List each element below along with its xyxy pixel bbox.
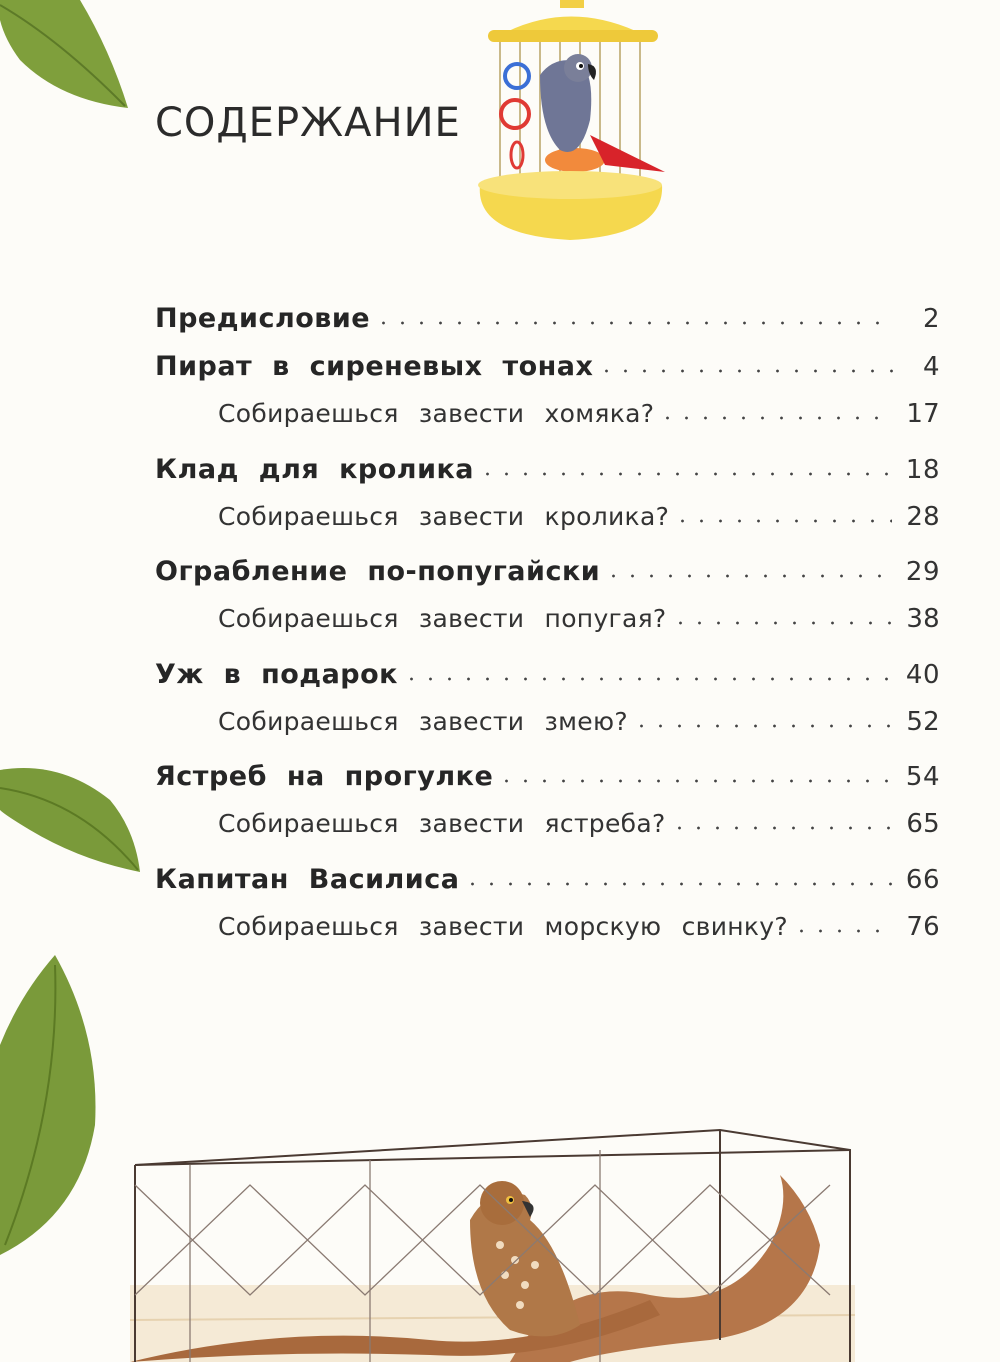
toc-page-number: 17 [906, 399, 940, 429]
toc-subentry-title: Собираешься завести кролика? [218, 502, 670, 531]
toc-subentry-title: Собираешься завести ястреба? [218, 809, 666, 838]
dot-leader [673, 519, 892, 523]
toc-subentry[interactable] [218, 502, 940, 532]
toc-entry-title: Предисловие [155, 303, 371, 334]
toc-subentry[interactable] [218, 604, 940, 634]
toc-entry[interactable] [155, 556, 940, 587]
toc-page-number: 66 [905, 865, 940, 895]
toc-subentry-title: Собираешься завести морскую свинку? [218, 912, 788, 941]
toc-page-number: 40 [905, 660, 940, 690]
toc-entry-title: Пират в сиреневых тонах [155, 351, 594, 382]
toc-subentry[interactable] [218, 912, 940, 942]
toc-subentry[interactable] [218, 809, 940, 839]
toc-subentry[interactable] [218, 707, 940, 737]
toc-page-number: 18 [905, 455, 940, 485]
toc-subentry-title: Собираешься завести хомяка? [218, 399, 655, 428]
dot-leader [402, 677, 892, 681]
toc-entry[interactable] [155, 351, 940, 382]
toc-entry-title: Уж в подарок [155, 659, 399, 690]
toc-page-number: 52 [906, 707, 940, 737]
toc-entry[interactable] [155, 864, 940, 895]
toc-page-number: 65 [906, 809, 940, 839]
toc-page-number: 4 [922, 352, 940, 382]
toc-entry-title: Клад для кролика [155, 454, 475, 485]
dot-leader [670, 826, 893, 830]
toc-entry[interactable] [155, 454, 940, 485]
leaf-left-lower-illustration [0, 955, 110, 1265]
toc-entry-title: Ограбление по-попугайски [155, 556, 601, 587]
dot-leader [463, 882, 891, 886]
dot-leader [604, 574, 892, 578]
dot-leader [497, 779, 892, 783]
toc-page-number: 2 [922, 304, 940, 334]
dot-leader [632, 724, 892, 728]
toc-entry[interactable] [155, 303, 940, 334]
dot-leader [374, 321, 894, 325]
toc-page-number: 28 [906, 502, 940, 532]
toc-entry[interactable] [155, 761, 940, 792]
toc-page-number: 29 [905, 557, 940, 587]
dot-leader [671, 621, 893, 625]
toc-entry-title: Капитан Василиса [155, 864, 460, 895]
toc-entry-title: Ястреб на прогулке [155, 761, 494, 792]
toc-page-number: 54 [905, 762, 940, 792]
leaf-left-middle-illustration [0, 760, 145, 880]
toc-page-number: 76 [906, 912, 940, 942]
dot-leader [597, 369, 894, 373]
dot-leader [658, 416, 892, 420]
leaf-top-left-illustration [0, 0, 135, 115]
dot-leader [792, 929, 892, 933]
birdcage-parrot-illustration [470, 0, 670, 250]
toc-subentry[interactable] [218, 399, 940, 429]
dot-leader [478, 472, 892, 476]
page-title: СОДЕРЖАНИЕ [155, 100, 461, 146]
toc-subentry-title: Собираешься завести попугая? [218, 604, 667, 633]
toc-page-number: 38 [906, 604, 940, 634]
toc-entry[interactable] [155, 659, 940, 690]
toc-subentry-title: Собираешься завести змею? [218, 707, 628, 736]
hawk-enclosure-illustration [130, 1125, 855, 1362]
